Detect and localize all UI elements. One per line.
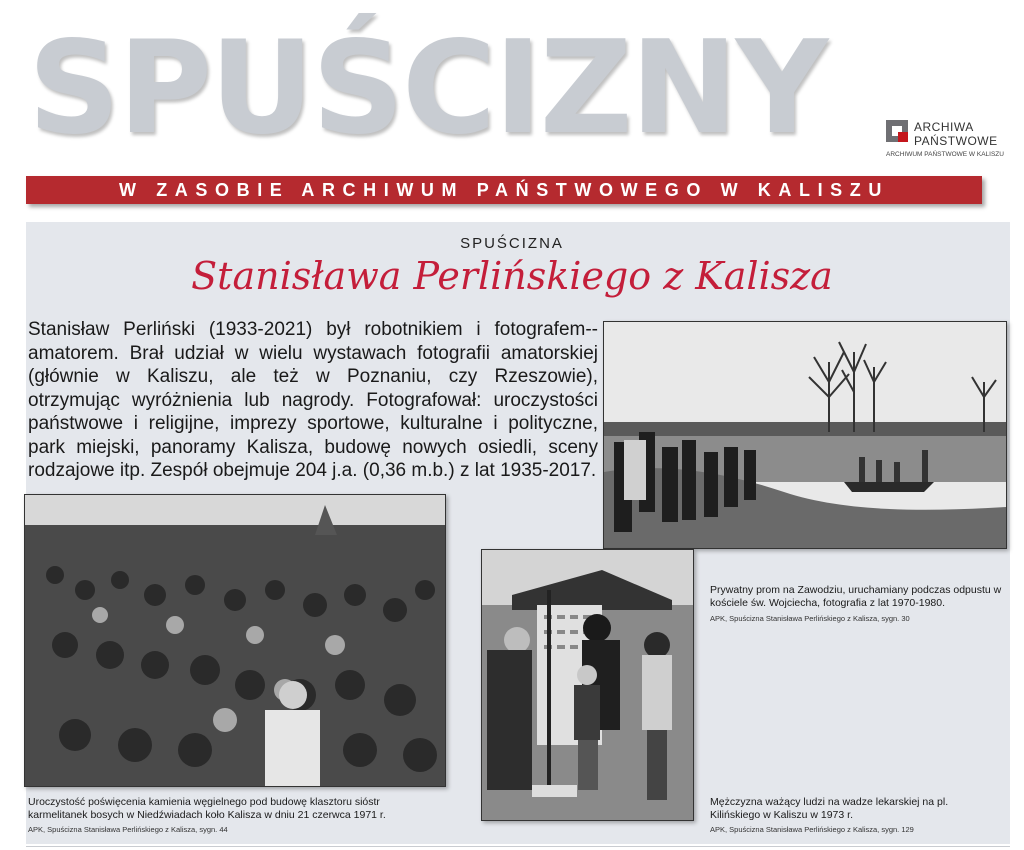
section-description: Stanisław Perliński (1933-2021) był robotnikiem i fotografem--amatorem. Brał udział w wielu wystawach fotografii amatorskiej (głównie w Kaliszu, ale też w Poznaniu, czy Rzeszowie), otrzymując wyróżnienia lub nagrody. Fotografował: uroczystości państwowe i religijne, imprezy sportowe, kulturalne i polityczne, park miejski, panoramy Kalisza, budowę nowych osiedli, sceny rodzajowe itp. Zespół obejmuje 204 j.a. (0,36 m.b.) z lat 1935-2017. xyxy=(28,319,598,481)
logo-line-3: ARCHIWUM PAŃSTWOWE W KALISZU xyxy=(886,151,1004,158)
archiwa-panstwowe-logo-icon xyxy=(886,120,908,142)
archive-logo xyxy=(884,120,1020,170)
photo-ferry xyxy=(603,321,1007,549)
photo-scale-signature: APK, Spuścizna Stanisława Perlińskiego z Kalisza, sygn. 129 xyxy=(710,825,914,834)
photo-ferry-signature: APK, Spuścizna Stanisława Perlińskiego z Kalisza, sygn. 30 xyxy=(710,614,910,623)
photo-ferry-caption: Prywatny prom na Zawodziu, uruchamiany podczas odpustu w kościele św. Wojciecha, fotografia z lat 1970-1980. xyxy=(710,584,1002,609)
page-big-title: SPUŚCIZNY xyxy=(28,14,827,163)
section-title: Stanisława Perlińskiego z Kalisza xyxy=(191,254,833,298)
photo-ceremony-image xyxy=(25,495,445,786)
bottom-divider xyxy=(26,846,1010,847)
section-subtitle: SPUŚCIZNA xyxy=(460,235,564,252)
photo-ceremony-caption: Uroczystość poświęcenia kamienia węgielnego pod budowę klasztoru sióstr karmelitanek bosych w Niedźwiadach koło Kalisza w dniu 21 czerwca 1971 r. xyxy=(28,796,386,821)
photo-scale-image xyxy=(482,550,693,820)
photo-ceremony xyxy=(24,494,446,787)
header-banner: W ZASOBIE ARCHIWUM PAŃSTWOWEGO W KALISZU xyxy=(26,176,982,204)
logo-line-2: PAŃSTWOWE xyxy=(914,134,998,148)
photo-ferry-image xyxy=(604,322,1006,548)
photo-scale xyxy=(481,549,694,821)
photo-scale-caption: Mężczyzna ważący ludzi na wadze lekarskiej na pl. Kilińskiego w Kaliszu w 1973 r. xyxy=(710,796,949,821)
logo-line-1: ARCHIWA xyxy=(914,120,974,134)
photo-ceremony-signature: APK, Spuścizna Stanisława Perlińskiego z Kalisza, sygn. 44 xyxy=(28,825,228,834)
